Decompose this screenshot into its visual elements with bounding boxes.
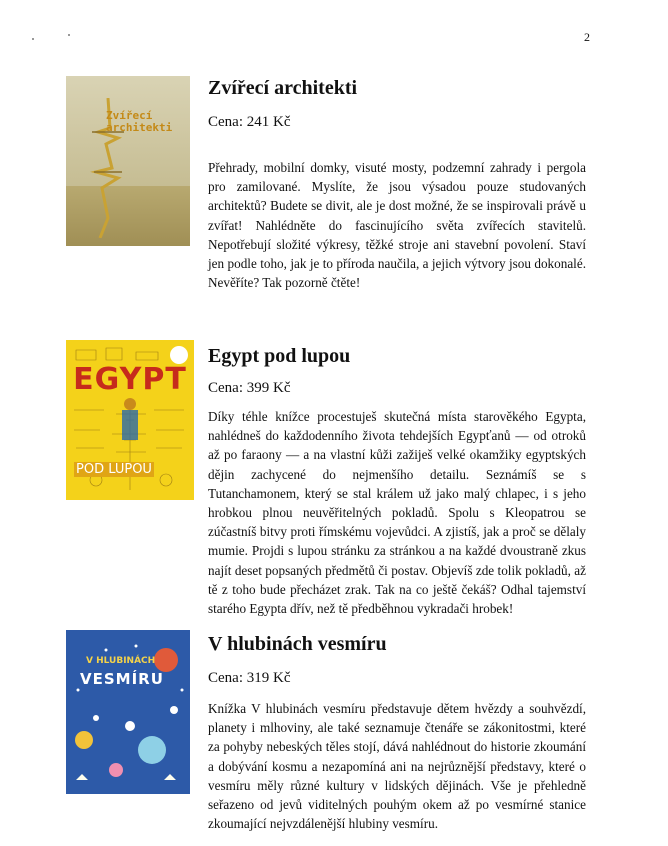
cover-ground bbox=[66, 186, 190, 246]
scan-speck bbox=[32, 38, 34, 40]
cover-title: Zvířecí architekti bbox=[106, 109, 173, 134]
cover-title: EGYPT bbox=[73, 362, 187, 397]
book-cover-egypt[interactable] bbox=[66, 340, 194, 500]
cover-space-illustration bbox=[66, 630, 190, 794]
book-price: Cena: 319 Kč bbox=[208, 670, 291, 686]
book-cover-universe[interactable] bbox=[66, 630, 190, 794]
book-description: Díky téhle knížce procestuješ skutečná místa starověkého Egypta, nahlédneš do každodenního života tehdejších Egypťanů — od otroků až po faraony — a na vlastní kůži zažiješ velké okamžiky egyptských dějin zachycené do nejmenšího detailu. Seznámíš se s Tutanchamonem, který se stal králem už jako malý chlapec, i s jeho hrobkou plnou neuvěřitelných pokladů. Spolu s Kleopatrou se zúčastníš bitvy proti římskému vojevůdci. A zjistíš, jak a proč se dělaly mumie. Projdi s lupou stránku za stránkou a na každé dvoustraně zkus najít deset popsaných předmětů či postav. Objevíš zde tolik pokladů, až tě z toho bude přecházet zrak. Tak na co ještě čekáš? Odhal tajemství starého Egypta dřív, než tě předběhnou vykradači hrobek! bbox=[208, 409, 586, 617]
cover-title-top: V HLUBINÁCH bbox=[86, 656, 156, 666]
book-description: Knížka V hlubinách vesmíru představuje dětem hvězdy a souhvězdí, planety i mlhoviny, ale také seznamuje čtenáře se zákonitostmi, které za pohyby nebeských těles stojí, dává nahlédnout do historie zkoumání a dobývání kosmu a nezapomíná ani na nejrůznější představy, které o vesmíru měly různé kultury v lidských dějinách. Vše je přehledně seřazeno od jevů viditelných pouhým okem až po vesmírné stanice zkoumající nejvzdálenější hlubiny vesmíru. bbox=[208, 701, 586, 832]
book-description: Přehrady, mobilní domky, visuté mosty, podzemní zahrady i pergola pro zamilované. Myslíte, že jsou výsadou pouze studovaných architektů? Budete se divit, ale je dost možné, že se inspirovali právě u zvířat! Nahlédněte do fascinujícího světa zvířecích stavitelů. Nepotřebují složité výkresy, těžké stroje ani stavební povolení. Staví jen podle toho, jak je to příroda naučila, a jejich výtvory jsou dokonalé. Nevěříte? Tak pozorně čtěte! bbox=[208, 160, 586, 291]
book-cover-animal-architects[interactable] bbox=[66, 76, 190, 246]
book-info bbox=[208, 340, 586, 618]
book-title: V hlubinách vesmíru bbox=[208, 633, 387, 655]
cover-title-bottom: VESMÍRU bbox=[80, 670, 164, 688]
page-number: 2 bbox=[584, 30, 590, 44]
book-price: Cena: 399 Kč bbox=[208, 380, 291, 396]
book-title: Egypt pod lupou bbox=[208, 345, 351, 367]
book-price: Cena: 241 Kč bbox=[208, 114, 291, 130]
book-title: Zvířecí architekti bbox=[208, 77, 358, 99]
scan-speck bbox=[68, 34, 70, 36]
cover-subtitle: POD LUPOU bbox=[74, 462, 154, 477]
book-info bbox=[208, 630, 586, 833]
book-info bbox=[208, 76, 586, 292]
